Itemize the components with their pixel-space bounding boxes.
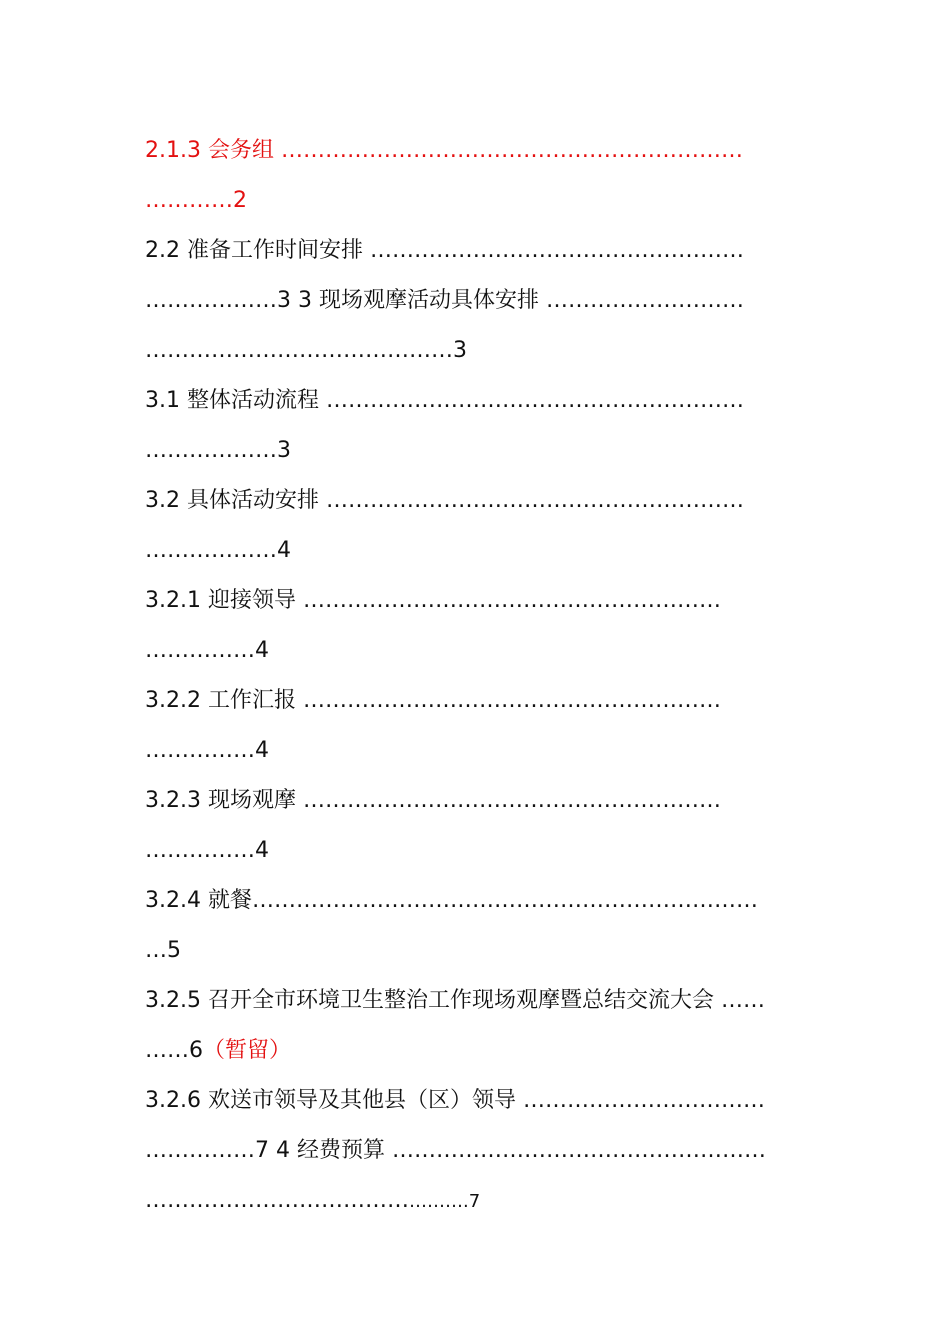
toc-entry-line: [145, 1076, 805, 1126]
toc-entry-text: 3.2.5 召开全市环境卫生整治工作现场观摩暨总结交流大会 ……: [145, 988, 765, 1013]
toc-entry-line: [145, 326, 805, 376]
table-of-contents: [145, 126, 805, 1226]
toc-entry-line: [145, 1176, 805, 1226]
toc-entry-line: [145, 526, 805, 576]
toc-entry-text: 3.2.2 工作汇报 …………………………………………………: [145, 688, 721, 713]
toc-entry-line: [145, 826, 805, 876]
toc-entry-line: [145, 176, 805, 226]
toc-entry-text: ……………4: [145, 738, 269, 763]
toc-entry-line: [145, 376, 805, 426]
toc-entry-line: [145, 126, 805, 176]
toc-entry-text: …5: [145, 938, 181, 963]
toc-entry-text: ………………3 3 现场观摩活动具体安排 ………………………: [145, 288, 744, 313]
toc-entry-text: 3.2 具体活动安排 …………………………………………………: [145, 488, 744, 513]
toc-entry-text: （暂留）: [203, 1038, 292, 1063]
toc-entry-text: ……….7: [409, 1191, 481, 1212]
toc-entry-line: [145, 626, 805, 676]
toc-entry-text: …………2: [145, 188, 247, 213]
toc-entry-line: [145, 676, 805, 726]
toc-entry-text: 3.2.3 现场观摩 …………………………………………………: [145, 788, 721, 813]
toc-entry-line: [145, 1026, 805, 1076]
toc-entry-text: ……………………………………3: [145, 338, 467, 363]
toc-entry-line: [145, 976, 805, 1026]
toc-entry-text: ………………4: [145, 538, 291, 563]
toc-entry-line: [145, 1126, 805, 1176]
toc-entry-line: [145, 226, 805, 276]
toc-entry-text: 2.1.3 会务组 ………………………………………………………: [145, 138, 743, 163]
toc-entry-line: [145, 476, 805, 526]
toc-entry-text: ……6: [145, 1038, 203, 1063]
toc-entry-text: 3.2.4 就餐……………………………………………………………: [145, 888, 758, 913]
toc-entry-text: ……………7 4 经费预算 ……………………………………………: [145, 1138, 766, 1163]
toc-entry-line: [145, 576, 805, 626]
toc-entry-text: 3.1 整体活动流程 …………………………………………………: [145, 388, 744, 413]
toc-entry-line: [145, 876, 805, 926]
toc-entry-line: [145, 926, 805, 976]
toc-entry-text: ……………4: [145, 838, 269, 863]
toc-entry-text: ……………4: [145, 638, 269, 663]
toc-entry-line: [145, 726, 805, 776]
toc-entry-text: 3.2.6 欢送市领导及其他县（区）领导 ……………………………: [145, 1088, 765, 1113]
toc-entry-line: [145, 776, 805, 826]
toc-entry-text: 2.2 准备工作时间安排 ……………………………………………: [145, 238, 744, 263]
toc-entry-text: ………………………………: [145, 1188, 409, 1213]
toc-entry-text: ………………3: [145, 438, 291, 463]
toc-entry-line: [145, 276, 805, 326]
toc-entry-line: [145, 426, 805, 476]
toc-entry-text: 3.2.1 迎接领导 …………………………………………………: [145, 588, 721, 613]
